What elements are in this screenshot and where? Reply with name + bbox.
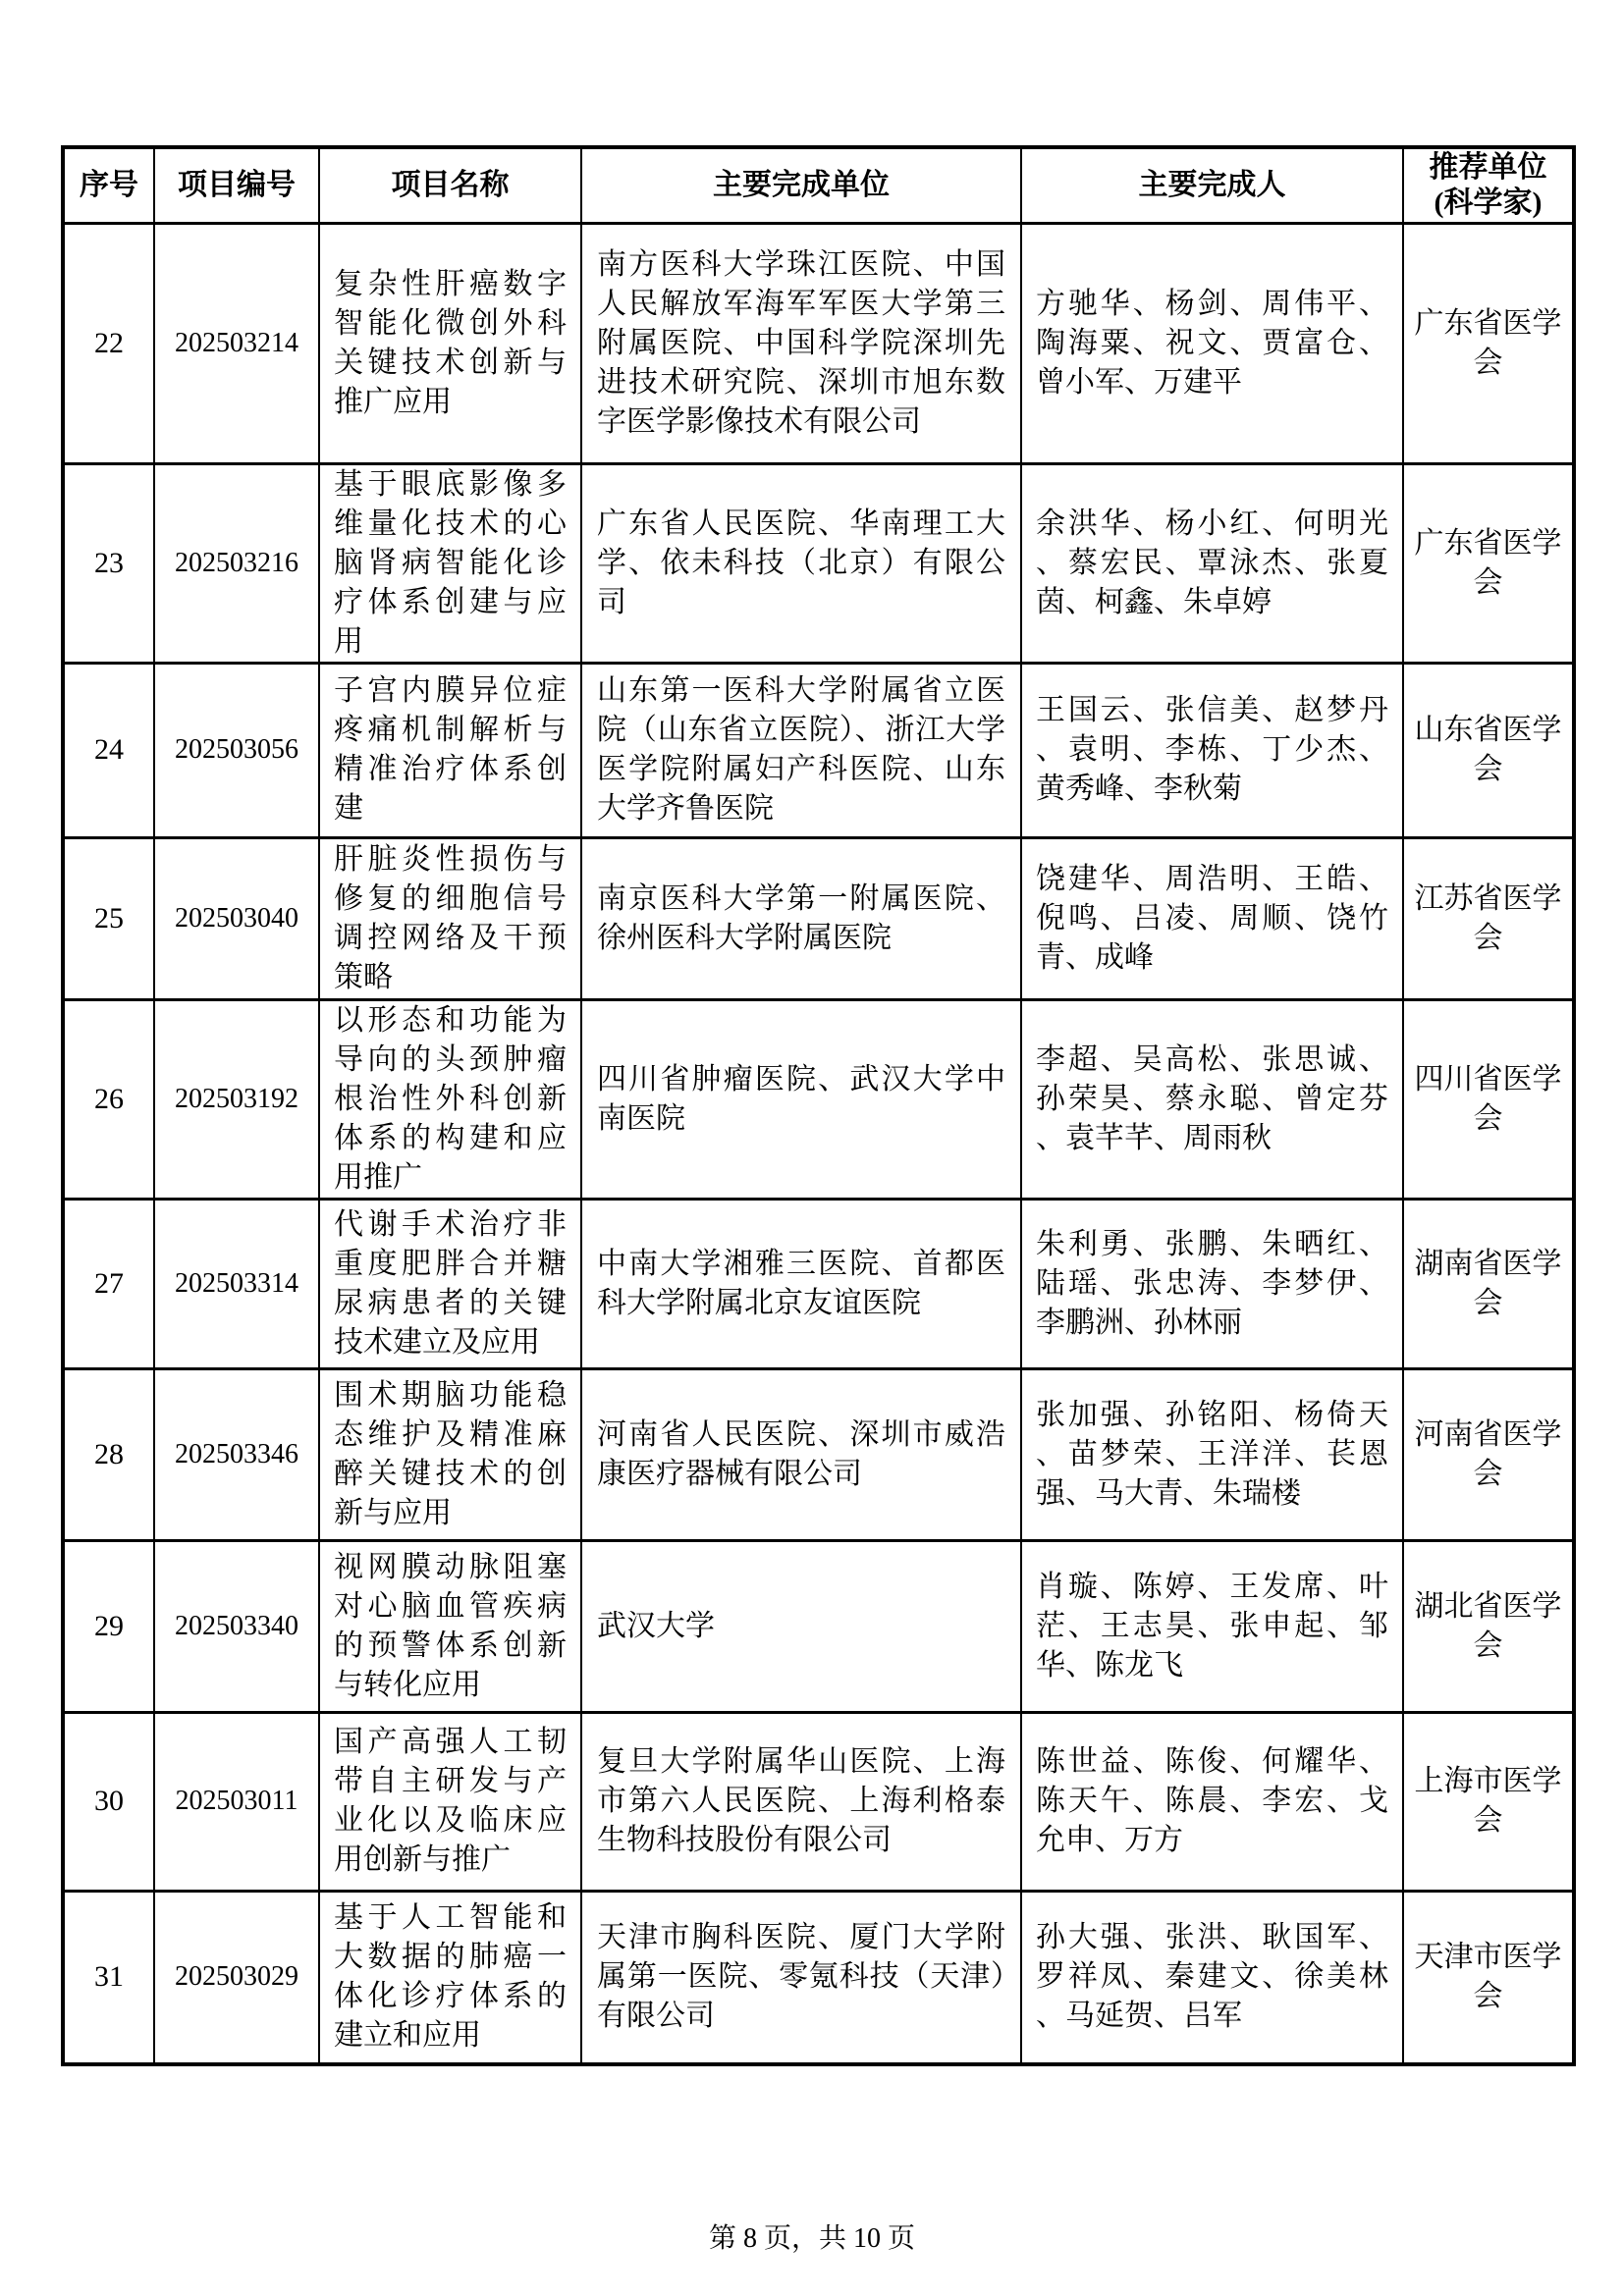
cell-no: 27 bbox=[63, 1199, 154, 1368]
cell-project-name: 基于人工智能和大数据的肺癌一体化诊疗体系的建立和应用 bbox=[319, 1891, 581, 2064]
cell-no: 24 bbox=[63, 663, 154, 837]
cell-project-name: 基于眼底影像多维量化技术的心脑肾病智能化诊疗体系创建与应用 bbox=[319, 463, 581, 663]
cell-people: 张加强、孙铭阳、杨倚天、苗梦荣、王洋洋、苌恩强、马大青、朱瑞楼 bbox=[1021, 1368, 1403, 1540]
cell-recommender: 湖北省医学会 bbox=[1403, 1540, 1574, 1712]
cell-people: 饶建华、周浩明、王皓、倪鸣、吕凌、周顺、饶竹青、成峰 bbox=[1021, 837, 1403, 999]
cell-no: 22 bbox=[63, 223, 154, 463]
cell-project-id: 202503011 bbox=[154, 1712, 319, 1891]
cell-units: 中南大学湘雅三医院、首都医科大学附属北京友谊医院 bbox=[581, 1199, 1021, 1368]
cell-project-id: 202503056 bbox=[154, 663, 319, 837]
cell-people: 方驰华、杨剑、周伟平、陶海粟、祝文、贾富仓、曾小军、万建平 bbox=[1021, 223, 1403, 463]
cell-recommender: 江苏省医学会 bbox=[1403, 837, 1574, 999]
cell-no: 23 bbox=[63, 463, 154, 663]
cell-project-id: 202503029 bbox=[154, 1891, 319, 2064]
cell-no: 30 bbox=[63, 1712, 154, 1891]
cell-units: 山东第一医科大学附属省立医院（山东省立医院）、浙江大学医学院附属妇产科医院、山东大学齐鲁医院 bbox=[581, 663, 1021, 837]
cell-project-name: 子宫内膜异位症疼痛机制解析与精准治疗体系创建 bbox=[319, 663, 581, 837]
table-row bbox=[63, 1199, 1574, 1368]
cell-recommender: 广东省医学会 bbox=[1403, 223, 1574, 463]
table-row bbox=[63, 1712, 1574, 1891]
table-row bbox=[63, 1540, 1574, 1712]
cell-recommender: 广东省医学会 bbox=[1403, 463, 1574, 663]
cell-project-id: 202503214 bbox=[154, 223, 319, 463]
cell-project-id: 202503346 bbox=[154, 1368, 319, 1540]
cell-project-id: 202503314 bbox=[154, 1199, 319, 1368]
cell-units: 河南省人民医院、深圳市威浩康医疗器械有限公司 bbox=[581, 1368, 1021, 1540]
cell-units: 天津市胸科医院、厦门大学附属第一医院、零氪科技（天津）有限公司 bbox=[581, 1891, 1021, 2064]
table-header-row bbox=[63, 147, 1574, 223]
cell-recommender: 四川省医学会 bbox=[1403, 999, 1574, 1199]
cell-no: 31 bbox=[63, 1891, 154, 2064]
cell-units: 南京医科大学第一附属医院、徐州医科大学附属医院 bbox=[581, 837, 1021, 999]
table-row bbox=[63, 663, 1574, 837]
table-row bbox=[63, 223, 1574, 463]
cell-people: 王国云、张信美、赵梦丹、袁明、李栋、丁少杰、黄秀峰、李秋菊 bbox=[1021, 663, 1403, 837]
header-recommender-line1: 推荐单位 bbox=[1429, 150, 1547, 184]
cell-recommender: 天津市医学会 bbox=[1403, 1891, 1574, 2064]
cell-project-name: 肝脏炎性损伤与修复的细胞信号调控网络及干预策略 bbox=[319, 837, 581, 999]
cell-units: 武汉大学 bbox=[581, 1540, 1021, 1712]
cell-project-name: 代谢手术治疗非重度肥胖合并糖尿病患者的关键技术建立及应用 bbox=[319, 1199, 581, 1368]
header-project-id: 项目编号 bbox=[154, 147, 319, 223]
cell-people: 朱利勇、张鹏、朱晒红、陆瑶、张忠涛、李梦伊、李鹏洲、孙林丽 bbox=[1021, 1199, 1403, 1368]
cell-project-name: 国产高强人工韧带自主研发与产业化以及临床应用创新与推广 bbox=[319, 1712, 581, 1891]
header-recommender bbox=[1403, 147, 1574, 223]
projects-table bbox=[61, 145, 1576, 2066]
cell-people: 余洪华、杨小红、何明光、蔡宏民、覃泳杰、张夏茵、柯鑫、朱卓婷 bbox=[1021, 463, 1403, 663]
cell-recommender: 山东省医学会 bbox=[1403, 663, 1574, 837]
cell-project-id: 202503216 bbox=[154, 463, 319, 663]
cell-project-name: 以形态和功能为导向的头颈肿瘤根治性外科创新体系的构建和应用推广 bbox=[319, 999, 581, 1199]
cell-no: 28 bbox=[63, 1368, 154, 1540]
cell-project-name: 围术期脑功能稳态维护及精准麻醉关键技术的创新与应用 bbox=[319, 1368, 581, 1540]
header-recommender-line2: (科学家) bbox=[1434, 186, 1543, 219]
cell-people: 李超、吴高松、张思诚、孙荣昊、蔡永聪、曾定芬、袁芊芊、周雨秋 bbox=[1021, 999, 1403, 1199]
cell-recommender: 湖南省医学会 bbox=[1403, 1199, 1574, 1368]
table-row bbox=[63, 1891, 1574, 2064]
cell-recommender: 河南省医学会 bbox=[1403, 1368, 1574, 1540]
cell-no: 26 bbox=[63, 999, 154, 1199]
header-units: 主要完成单位 bbox=[581, 147, 1021, 223]
header-project-name: 项目名称 bbox=[319, 147, 581, 223]
cell-no: 29 bbox=[63, 1540, 154, 1712]
cell-units: 四川省肿瘤医院、武汉大学中南医院 bbox=[581, 999, 1021, 1199]
cell-people: 陈世益、陈俊、何耀华、陈天午、陈晨、李宏、戈允申、万方 bbox=[1021, 1712, 1403, 1891]
page-footer: 第 8 页，共 10 页 bbox=[708, 2223, 915, 2254]
cell-project-id: 202503192 bbox=[154, 999, 319, 1199]
cell-project-id: 202503340 bbox=[154, 1540, 319, 1712]
cell-units: 南方医科大学珠江医院、中国人民解放军海军军医大学第三附属医院、中国科学院深圳先进技术研究院、深圳市旭东数字医学影像技术有限公司 bbox=[581, 223, 1021, 463]
cell-recommender: 上海市医学会 bbox=[1403, 1712, 1574, 1891]
cell-people: 肖璇、陈婷、王发席、叶茫、王志昊、张申起、邹华、陈龙飞 bbox=[1021, 1540, 1403, 1712]
cell-project-id: 202503040 bbox=[154, 837, 319, 999]
cell-units: 广东省人民医院、华南理工大学、依未科技（北京）有限公司 bbox=[581, 463, 1021, 663]
header-no: 序号 bbox=[63, 147, 154, 223]
cell-people: 孙大强、张洪、耿国军、罗祥凤、秦建文、徐美林、马延贺、吕军 bbox=[1021, 1891, 1403, 2064]
cell-units: 复旦大学附属华山医院、上海市第六人民医院、上海利格泰生物科技股份有限公司 bbox=[581, 1712, 1021, 1891]
cell-project-name: 视网膜动脉阻塞对心脑血管疾病的预警体系创新与转化应用 bbox=[319, 1540, 581, 1712]
header-people: 主要完成人 bbox=[1021, 147, 1403, 223]
cell-project-name: 复杂性肝癌数字智能化微创外科关键技术创新与推广应用 bbox=[319, 223, 581, 463]
cell-no: 25 bbox=[63, 837, 154, 999]
table-row bbox=[63, 999, 1574, 1199]
table-row bbox=[63, 837, 1574, 999]
table-row bbox=[63, 463, 1574, 663]
table-row bbox=[63, 1368, 1574, 1540]
